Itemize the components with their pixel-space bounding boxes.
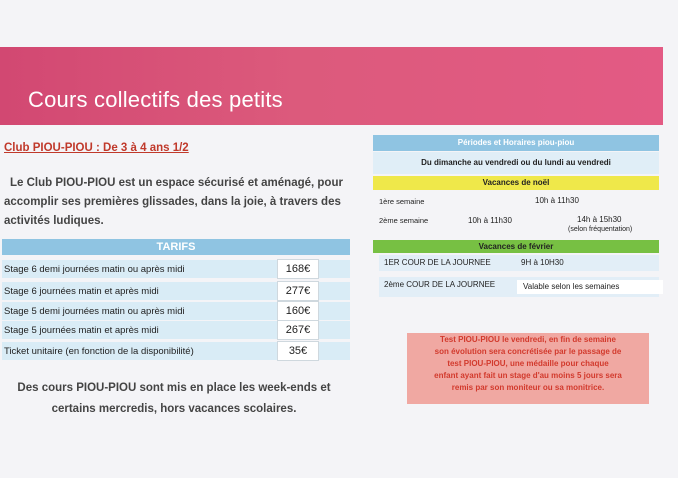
fevrier-row2-label: 2ème COUR DE LA JOURNEE bbox=[384, 280, 496, 289]
header-band bbox=[0, 47, 663, 125]
noel-week2-am: 10h à 11h30 bbox=[468, 216, 512, 225]
test-piou-piou-box bbox=[407, 333, 649, 404]
tarif-price: 160€ bbox=[277, 301, 319, 321]
club-intro: Le Club PIOU-PIOU est un espace sécurisé et aménagé, pour accomplir ses premières glissades, dans la joie, à travers des activités ludiques. bbox=[4, 177, 343, 227]
fevrier-row1-time: 9H à 10H30 bbox=[521, 258, 564, 267]
periods-days: Du dimanche au vendredi ou du lundi au vendredi bbox=[373, 152, 659, 174]
noel-week1-label: 1ère semaine bbox=[379, 197, 425, 206]
test-line: Test PIOU-PIOU le vendredi, en fin de semaine bbox=[440, 335, 616, 344]
tarif-row bbox=[2, 321, 350, 339]
tarif-label: Stage 5 demi journées matin ou après midi bbox=[4, 306, 185, 317]
noel-week2-pm: 14h à 15h30 bbox=[577, 215, 622, 224]
tarifs-header: TARIFS bbox=[2, 239, 350, 255]
test-line: test PIOU-PIOU, une médaille pour chaque bbox=[447, 359, 609, 368]
noel-header: Vacances de noël bbox=[373, 176, 659, 190]
noel-week2-label: 2ème semaine bbox=[379, 216, 429, 225]
tarif-label: Stage 6 journées matin et après midi bbox=[4, 286, 159, 297]
fevrier-row1 bbox=[379, 255, 659, 271]
tarif-label: Stage 6 demi journées matin ou après midi bbox=[4, 264, 185, 275]
footer-note: Des cours PIOU-PIOU sont mis en place les week-ends et certains mercredis, hors vacances scolaires. bbox=[17, 382, 331, 415]
noel-week2-note: (selon fréquentation) bbox=[568, 226, 633, 233]
test-line: remis par son moniteur ou sa monitrice. bbox=[451, 383, 605, 392]
fevrier-row2-note: Valable selon les semaines bbox=[517, 280, 663, 294]
periods-header: Périodes et Horaires piou-piou bbox=[373, 135, 659, 151]
page-title: Cours collectifs des petits bbox=[28, 87, 283, 112]
tarif-price: 35€ bbox=[277, 341, 319, 361]
fevrier-row2 bbox=[379, 277, 659, 297]
tarif-row bbox=[2, 342, 350, 360]
club-title: Club PIOU-PIOU : De 3 à 4 ans 1/2 bbox=[4, 142, 189, 154]
tarif-row bbox=[2, 302, 350, 320]
noel-week1-time: 10h à 11h30 bbox=[535, 196, 579, 205]
fevrier-header: Vacances de février bbox=[373, 240, 659, 253]
test-line: son évolution sera concrétisée par le passage de bbox=[434, 347, 622, 356]
test-line: enfant ayant fait un stage d'au moins 5 jours sera bbox=[434, 371, 622, 380]
fevrier-row1-label: 1ER COUR DE LA JOURNEE bbox=[384, 258, 491, 267]
tarif-price: 168€ bbox=[277, 259, 319, 279]
tarif-label: Stage 5 journées matin et après midi bbox=[4, 325, 159, 336]
tarif-row bbox=[2, 260, 350, 278]
tarif-label: Ticket unitaire (en fonction de la disponibilité) bbox=[4, 346, 194, 357]
tarif-price: 267€ bbox=[277, 320, 319, 340]
tarif-price: 277€ bbox=[277, 281, 319, 301]
tarif-row bbox=[2, 282, 350, 300]
